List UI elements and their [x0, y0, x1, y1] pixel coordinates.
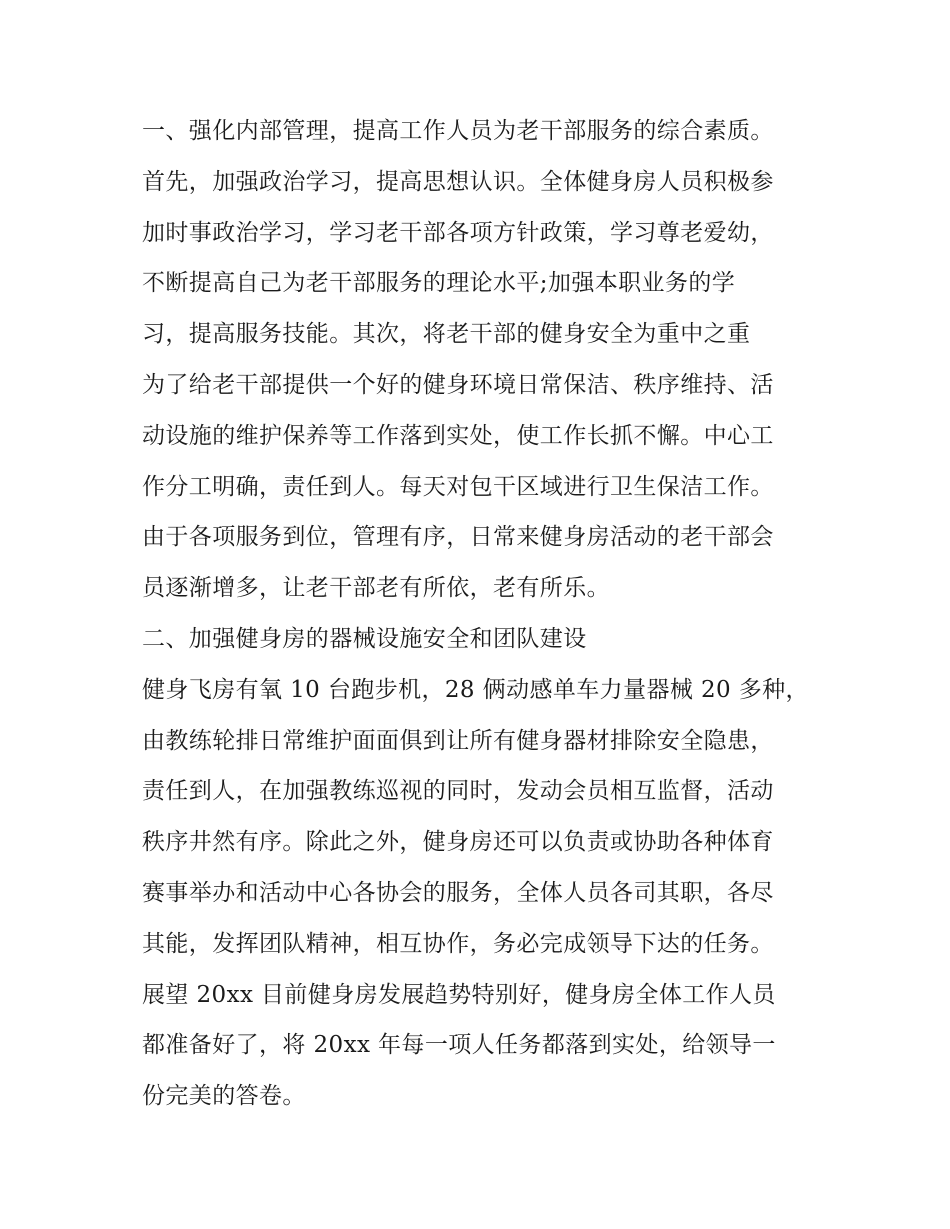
section-heading: 二、加强健身房的器械设施安全和团队建设: [142, 625, 587, 652]
body-line: 份完美的答卷。: [142, 1083, 306, 1110]
body-line: 习，提高服务技能。其次，将老干部的健身安全为重中之重: [142, 321, 751, 348]
document-body: [142, 106, 822, 1122]
body-line: 都准备好了，将 20xx 年每一项人任务都落到实处，给领导一: [142, 1032, 776, 1059]
body-line: 赛事举办和活动中心各协会的服务，全体人员各司其职，各尽: [142, 879, 774, 906]
body-line: 作分工明确，责任到人。每天对包干区域进行卫生保洁工作。: [142, 473, 774, 500]
body-line: 为了给老干部提供一个好的健身环境日常保洁、秩序维持、活: [142, 371, 774, 398]
body-line: 不断提高自己为老干部服务的理论水平;加强本职业务的学: [142, 270, 736, 297]
body-line: 由教练轮排日常维护面面俱到让所有健身器材排除安全隐患，: [142, 727, 774, 754]
body-line: 由于各项服务到位，管理有序，日常来健身房活动的老干部会: [142, 524, 774, 551]
body-line: 其能，发挥团队精神，相互协作，务必完成领导下达的任务。: [142, 930, 774, 957]
body-line: 展望 20xx 目前健身房发展趋势特别好，健身房全体工作人员: [142, 981, 776, 1008]
body-line: 员逐渐增多，让老干部老有所依，老有所乐。: [142, 575, 610, 602]
body-line: 动设施的维护保养等工作落到实处，使工作长抓不懈。中心工: [142, 422, 774, 449]
body-line: 加时事政治学习，学习老干部各项方针政策，学习尊老爱幼，: [142, 219, 774, 246]
body-line: 首先，加强政治学习，提高思想认识。全体健身房人员积极参: [142, 168, 774, 195]
body-line: 健身飞房有氧 10 台跑步机，28 俩动感单车力量器械 20 多种，: [142, 676, 809, 703]
body-line: 责任到人，在加强教练巡视的同时，发动会员相互监督，活动: [142, 778, 774, 805]
body-line: 一、强化内部管理，提高工作人员为老干部服务的综合素质。: [142, 118, 774, 144]
body-line: 秩序井然有序。除此之外，健身房还可以负责或协助各种体育: [142, 829, 774, 856]
